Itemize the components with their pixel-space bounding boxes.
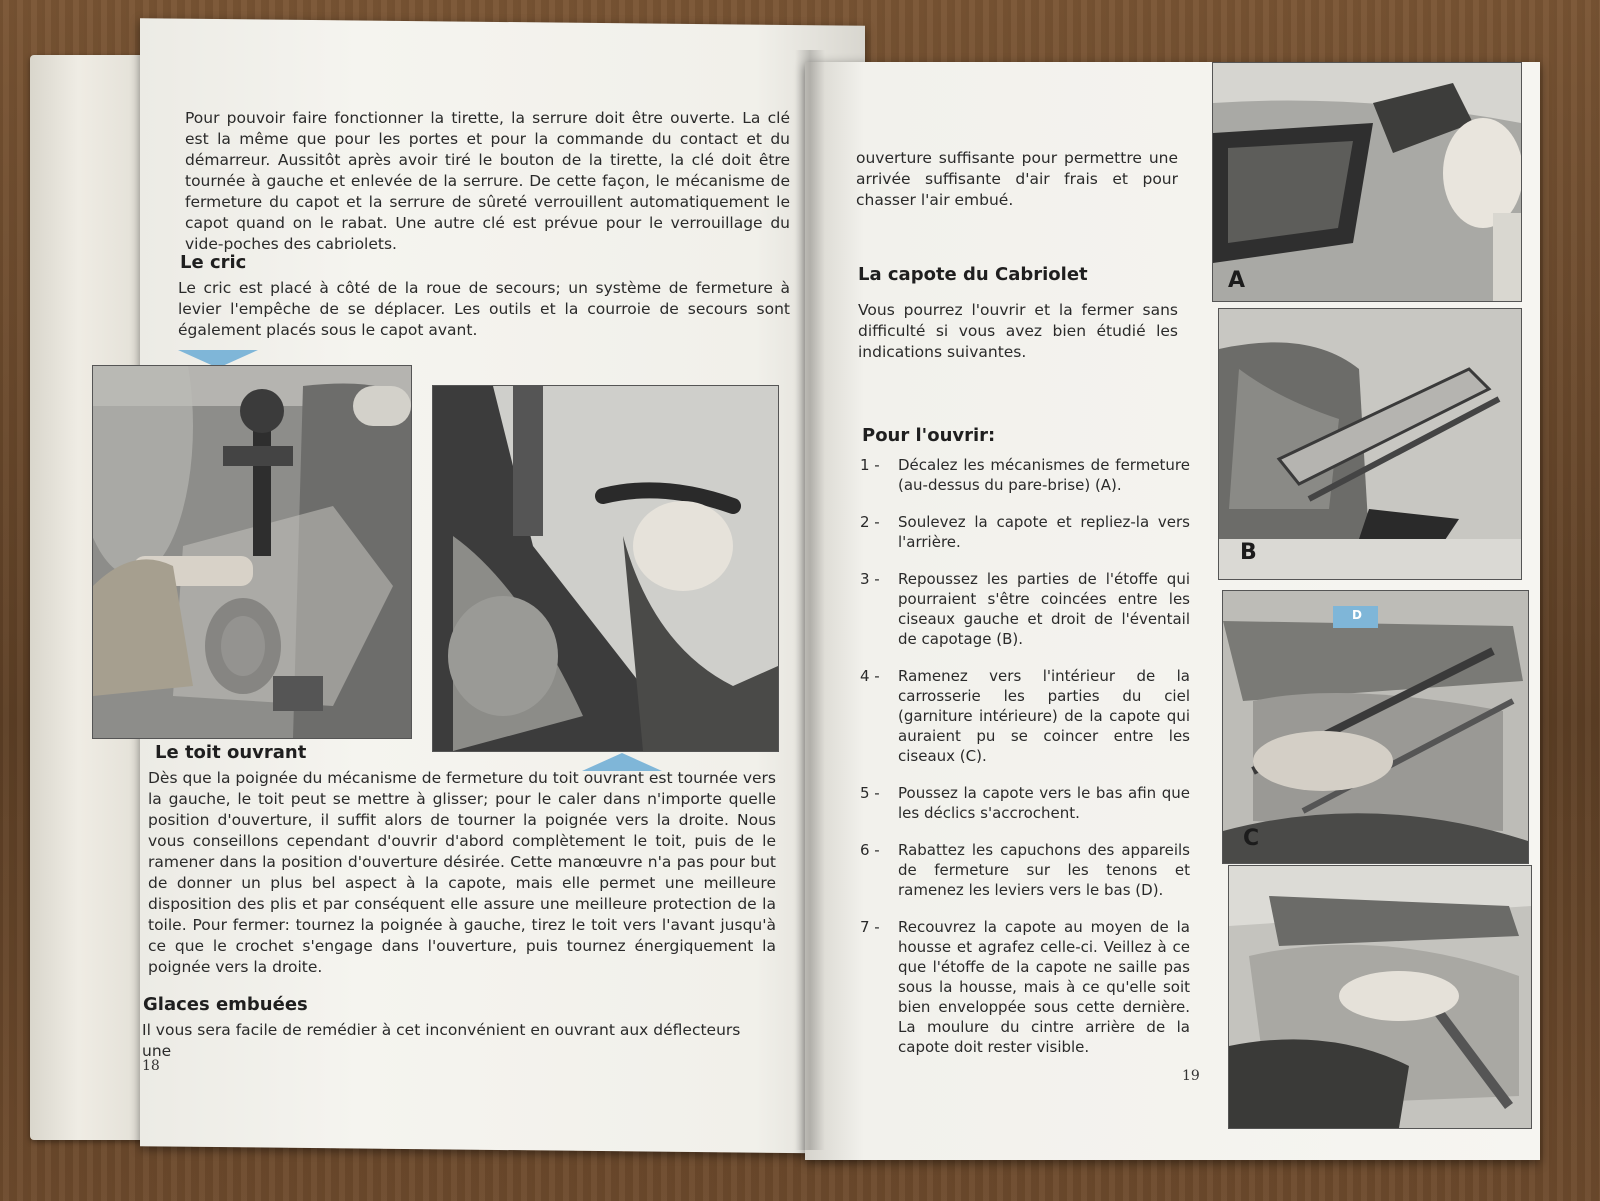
step-item [860,666,1190,766]
photo-label-d: D [1352,608,1362,622]
step-text: Décalez les mécanismes de fermeture (au-dessus du pare-brise) (A). [898,456,1190,494]
step-item [860,783,1190,823]
step-text: Recouvrez la capote au moyen de la housse et agrafez celle-ci. Veillez à ce que l'étoffe de la capote ne saille pas sous la housse, mais à ce qu'elle soit bien enveloppée sous cette dernière. La moulure du cintre arrière de la capote doit rester visible. [898,918,1190,1056]
photo-jack [92,365,412,739]
step-number: 4 - [860,667,880,685]
photo-d-cover [1228,865,1532,1129]
capote-paragraph: Vous pourrez l'ouvrir et la fermer sans difficulté si vous avez bien étudié les indications suivantes. [858,301,1178,361]
step-text: Poussez la capote vers le bas afin que les déclics s'accrochent. [898,784,1190,822]
step-text: Rabattez les capuchons des appareils de fermeture sur les tenons et ramenez les leviers vers le bas (D). [898,841,1190,899]
steps-list [860,455,1190,1074]
page-number-left: 18 [142,1058,160,1074]
toit-heading: Le toit ouvrant [155,742,307,763]
cric-heading: Le cric [180,252,247,273]
photo-label-a: A [1228,268,1246,293]
photo-a-windshield-latch [1212,62,1522,302]
ouvrir-heading: Pour l'ouvrir: [862,425,996,446]
capote-heading: La capote du Cabriolet [858,264,1088,285]
glaces-paragraph: Il vous sera facile de remédier à cet inconvénient en ouvrant aux déflecteurs une [142,1021,741,1060]
photo-label-c: C [1243,826,1260,851]
step-item [860,569,1190,649]
step-item [860,512,1190,552]
step-item [860,917,1190,1057]
step-number: 3 - [860,570,880,588]
step-item [860,455,1190,495]
step-item [860,840,1190,900]
photo-c-scissors [1222,590,1529,864]
step-number: 7 - [860,918,880,936]
step-number: 6 - [860,841,880,859]
photo-label-b: B [1240,540,1257,565]
intro-paragraph: Pour pouvoir faire fonctionner la tirette, la serrure doit être ouverte. La clé est la même que pour les portes et pour la commande du contact et du démarreur. Aussitôt après avoir tiré le bouton de la tirette, la clé doit être tournée à gauche et enlevée de la serrure. De cette façon, le mécanisme de fermeture du capot et la serrure de sûreté verrouillent automatiquement le capot quand on le rabat. Une autre clé est prévue pour le verrouillage du vide-poches des cabriolets. [185,109,790,253]
step-text: Soulevez la capote et repliez-la vers l'arrière. [898,513,1190,551]
step-number: 2 - [860,513,880,531]
photo-b-folding-top [1218,308,1522,580]
step-number: 1 - [860,456,880,474]
step-text: Ramenez vers l'intérieur de la carrosserie les parties du ciel (garniture intérieure) de la capote qui auraient pu se coincer entre les ciseaux (C). [898,667,1190,765]
glaces-heading: Glaces embuées [143,994,308,1015]
cric-paragraph: Le cric est placé à côté de la roue de secours; un système de fermeture à levier l'empêche de se déplacer. Les outils et la courroie de secours sont également placés sous le capot avant. [178,279,790,339]
toit-paragraph: Dès que la poignée du mécanisme de fermeture du toit ouvrant est tournée vers la gauche, le toit peut se mettre à glisser; pour le caler dans n'importe quelle position d'ouverture, il suffit alors de tourner la poignée vers la droite. Nous vous conseillons cependant d'ouvrir d'abord complètement le toit, puis de le ramener dans la position d'ouverture désirée. Cette manœuvre n'a pas pour but de donner un plus bel aspect à la capote, mais elle permet une meilleure disposition des plis et par conséquent elle assure une meilleure protection de la toile. Pour fermer: tournez la poignée à gauche, tirez le toit vers l'avant jusqu'à ce que le crochet s'engage dans l'ouverture, puis tournez énergiquement la poignée vers la droite. [148,769,776,976]
gutter [795,50,825,1150]
step-text: Repoussez les parties de l'étoffe qui pourraient s'être coincées entre les ciseaux gauche et droit de l'éventail de capotage (B). [898,570,1190,648]
step-number: 5 - [860,784,880,802]
page-number-right: 19 [1182,1068,1200,1084]
photo-sunroof-handle [432,385,779,752]
continuation-paragraph: ouverture suffisante pour permettre une arrivée suffisante d'air frais et pour chasser l'air embué. [856,149,1178,209]
